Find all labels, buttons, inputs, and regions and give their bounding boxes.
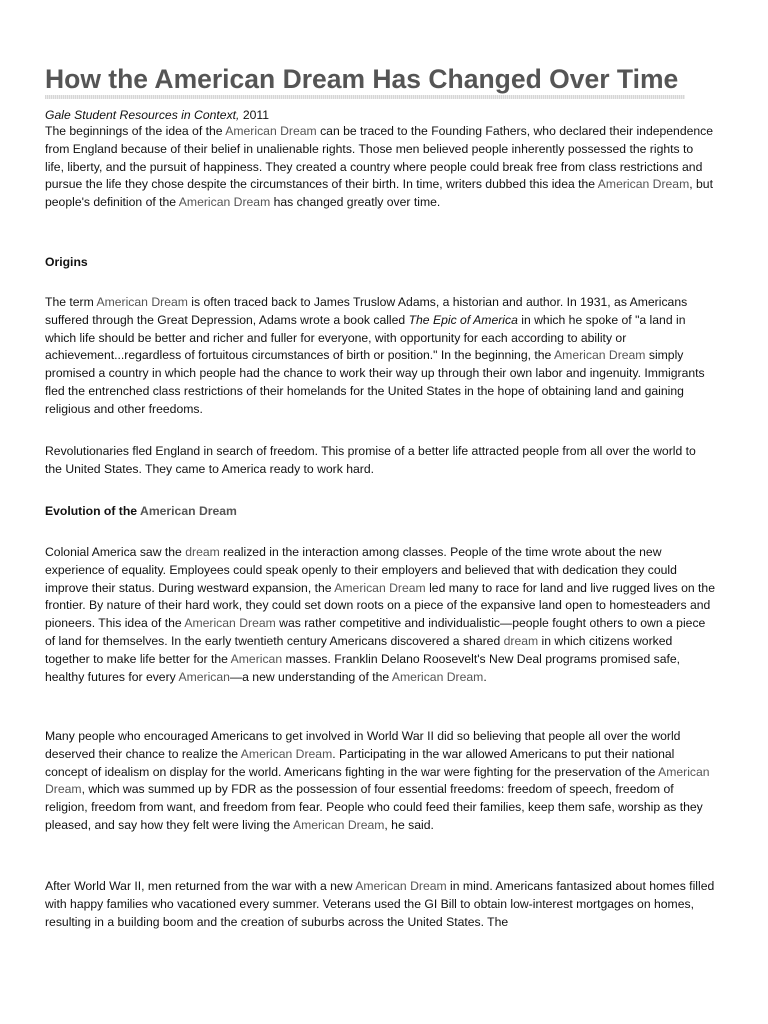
text-run: led many to race for land and live rugged lives on the frontier. By nature of their hard work, they could set down roots on a piece of the expansive land open to homesteaders and pioneers. This idea of the — [45, 580, 715, 631]
heading-evolution — [45, 503, 715, 521]
keyword-link[interactable]: American Dream — [391, 669, 484, 684]
text-run: in which citizens worked together to make life better for the — [45, 633, 673, 666]
text-run: is often traced back to James Truslow Adams, a historian and author. In 1931, as Americans suffered through the Great Depression, Adams wrote a book called — [45, 295, 688, 327]
text-run: in which he spoke of "a land in which life should be better and richer and fuller for everyone, with opportunity for each according to ability or achievement...regardless of fortuitous circumstances of birth or position." In the beginning, the — [45, 312, 686, 363]
text-run: , which was summed up by FDR as the possession of four essential freedoms: freedom of speech, freedom of religion, freedom from want, and freedom from fear. People who could feed their families, keep them safe, worship as they pleased, and say how they felt were living the — [45, 782, 703, 832]
text-run: Many people who encouraged Americans to get involved in World War II did so believing that people all over the world deserved their chance to realize the — [45, 729, 681, 761]
keyword-link[interactable]: American Dream — [96, 295, 188, 309]
wwii-paragraph — [45, 728, 715, 835]
text-run: Colonial America saw the — [45, 545, 186, 559]
keyword-link[interactable]: American Dream — [45, 764, 710, 797]
text-run: simply promised a country in which people had the chance to work their way up through their own labor and ingenuity. Immigrants fled the entrenched class restrictions of their homelands for the United States in the hope of obtaining land and gaining religious and other freedoms. — [45, 348, 705, 416]
article-title: How the American Dream Has Changed Over Time — [45, 64, 679, 94]
text-run: After World War II, men returned from the war with a new — [45, 879, 356, 893]
text-run: The term — [45, 295, 97, 309]
text-run: masses. Franklin Delano Roosevelt's New Deal programs promised safe, healthy futures for every — [45, 651, 681, 684]
keyword-link[interactable]: American Dream — [334, 580, 426, 595]
text-run: has changed greatly over time. — [270, 195, 441, 210]
colonial-paragraph — [45, 544, 715, 686]
text-run: —a new understanding of the — [229, 669, 392, 684]
title-divider — [45, 95, 685, 99]
heading-text: Evolution of the — [45, 504, 141, 518]
book-title: The Epic of America — [408, 312, 518, 327]
origins-paragraph — [45, 294, 715, 419]
text-run: The beginnings of the idea of the — [45, 124, 226, 138]
keyword-link[interactable]: American Dream — [225, 124, 317, 138]
keyword-link[interactable]: American Dream — [355, 879, 447, 893]
keyword-link[interactable]: American Dream — [178, 195, 271, 210]
keyword-link[interactable]: American — [178, 669, 230, 684]
postwar-paragraph — [45, 878, 715, 931]
text-run: , he said. — [384, 817, 434, 832]
text-run: . — [483, 669, 487, 684]
keyword-link[interactable]: American Dream — [184, 616, 276, 631]
text-run: . Participating in the war allowed Americans to put their national concept of idealism on display for the world. Americans fighting in the war were fighting for the preservation of the — [45, 746, 675, 779]
keyword-link[interactable]: American Dream — [554, 348, 646, 363]
source-year: 2011 — [239, 108, 270, 122]
keyword-link[interactable]: dream — [503, 633, 539, 648]
keyword-link[interactable]: American Dream — [240, 746, 333, 761]
text-run: , but people's definition of the — [45, 177, 713, 210]
text-run: was rather competitive and individualistic—people fought others to own a piece of land for themselves. In the early twentieth century Americans discovered a shared — [45, 616, 706, 648]
keyword-link[interactable]: dream — [185, 545, 220, 559]
heading-origins: Origins — [45, 255, 88, 269]
revolutionaries-paragraph: Revolutionaries fled England in search of freedom. This promise of a better life attracted people from all over the world to the United States. They came to America ready to work hard. — [45, 444, 696, 476]
keyword-link[interactable]: American Dream — [292, 817, 385, 832]
text-run: realized in the interaction among classes. People of the time wrote about the new experience of equality. Employees could speak openly to their employers and believed that with dedication they could improve their status. During westward expansion, the — [45, 545, 677, 595]
intro-paragraph — [45, 123, 715, 212]
source-publication: Gale Student Resources in Context, — [45, 108, 240, 122]
keyword-link[interactable]: American Dream — [597, 177, 690, 192]
keyword-link[interactable]: American Dream — [140, 504, 237, 518]
text-run: in mind. Americans fantasized about homes filled with happy families who vacationed every summer. Veterans used the GI Bill to obtain low-interest mortgages on homes, resulting in a building boom and the creation of suburbs across the United States. The — [45, 879, 715, 929]
text-run: can be traced to the Founding Fathers, who declared their independence from England because of their belief in unalienable rights. Those men believed people inherently possessed the rights to life, liberty, and the pursuit of happiness. They created a country where people could break free from class restrictions and pursue the life they chose despite the circumstances of their birth. In time, writers dubbed this idea the — [45, 124, 714, 192]
keyword-link[interactable]: American — [230, 651, 283, 666]
